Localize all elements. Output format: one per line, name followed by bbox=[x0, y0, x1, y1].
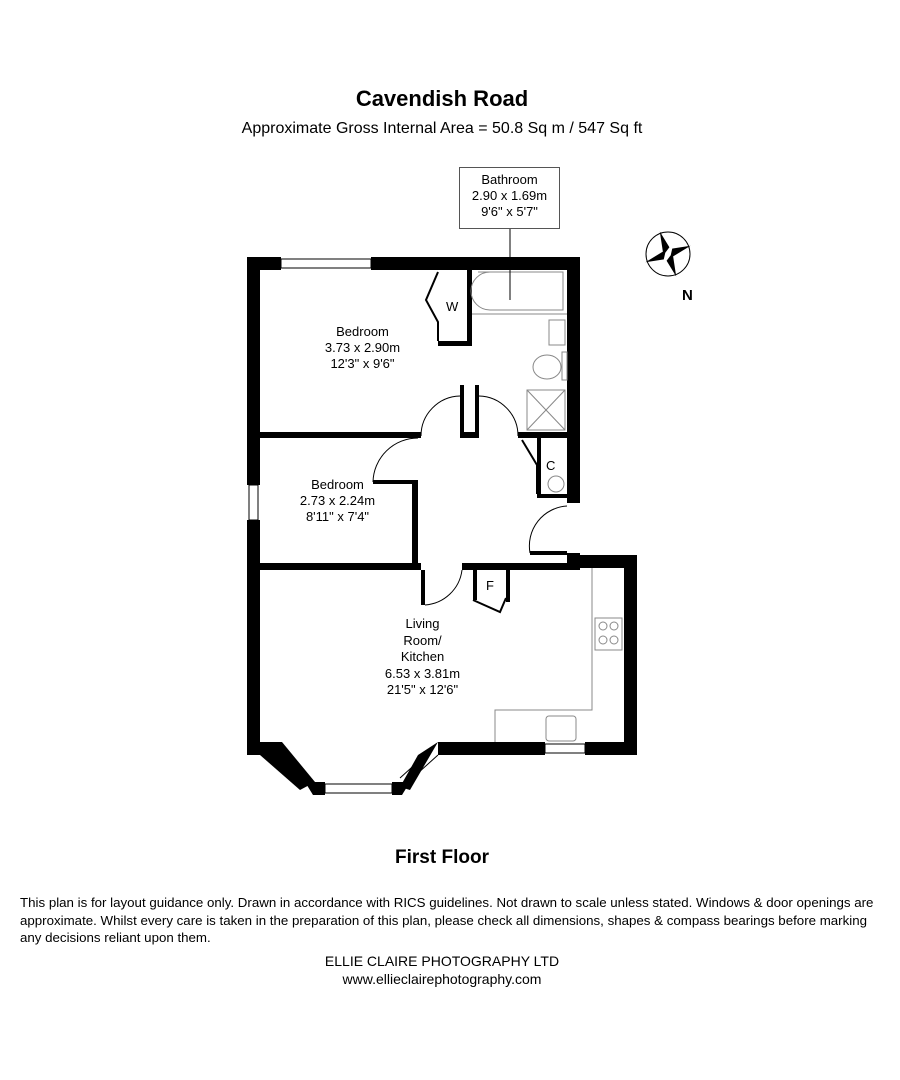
room-imperial: 8'11" x 7'4" bbox=[305, 509, 370, 524]
fridge-label: F bbox=[486, 578, 494, 593]
room-name-line: Kitchen bbox=[400, 649, 445, 664]
room-name-line: Living bbox=[405, 616, 440, 631]
cupboard-label: C bbox=[546, 458, 556, 473]
page-title: Cavendish Road bbox=[355, 86, 529, 111]
room-name-line: Room/ bbox=[403, 632, 442, 648]
room-metric: 2.90 x 1.69m bbox=[471, 188, 548, 203]
room-imperial: 12'3" x 9'6" bbox=[330, 356, 395, 371]
room-metric: 3.73 x 2.90m bbox=[324, 340, 401, 355]
compass-north-label: N bbox=[682, 287, 693, 304]
wardrobe-label: W bbox=[446, 299, 459, 314]
room-name: Bedroom bbox=[336, 324, 389, 339]
company-website: www.ellieclairephotography.com bbox=[342, 971, 542, 987]
room-name: Bathroom bbox=[481, 172, 538, 187]
compass-rose-icon bbox=[637, 223, 699, 285]
bedroom-2-label bbox=[275, 477, 400, 525]
bathroom-label bbox=[459, 167, 560, 229]
room-metric: 6.53 x 3.81m bbox=[384, 665, 461, 681]
company-name: ELLIE CLAIRE PHOTOGRAPHY LTD bbox=[324, 953, 560, 969]
room-metric: 2.73 x 2.24m bbox=[299, 493, 376, 508]
disclaimer: This plan is for layout guidance only. Drawn in accordance with RICS guidelines. Not drawn to scale unless stated. Windows & door openings are approximate. Whilst every care is taken in the preparation of this plan, please check all dimensions, shapes & compass bearings before marking any decisions reliant upon them. bbox=[20, 895, 874, 945]
company-info bbox=[0, 952, 884, 988]
room-name: Bedroom bbox=[311, 477, 364, 492]
fixtures bbox=[471, 272, 622, 742]
area-subtitle: Approximate Gross Internal Area = 50.8 Sq m / 547 Sq ft bbox=[241, 120, 643, 137]
floor-label: First Floor bbox=[395, 847, 489, 868]
bedroom-1-label bbox=[300, 324, 425, 372]
living-room-kitchen-label bbox=[360, 616, 485, 699]
room-imperial: 21'5" x 12'6" bbox=[386, 682, 459, 697]
room-imperial: 9'6" x 5'7" bbox=[481, 204, 538, 219]
